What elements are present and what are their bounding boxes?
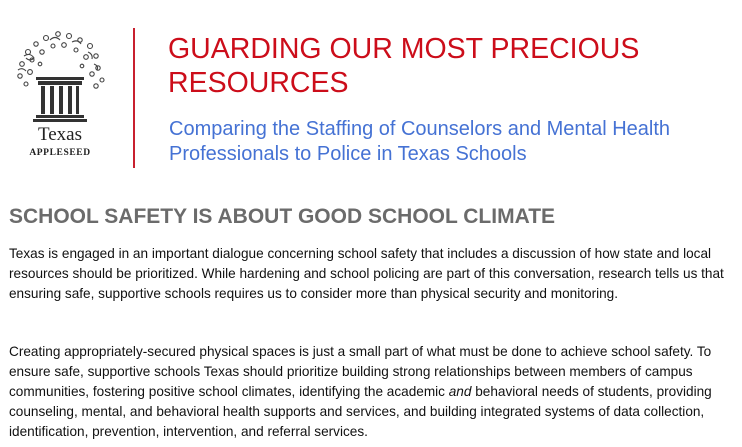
tree-column-icon [6, 26, 114, 126]
page-title: GUARDING OUR MOST PRECIOUS RESOURCES [168, 33, 640, 99]
header-divider [133, 28, 135, 168]
paragraph-2-part-1: Creating appropriately-secured physical spaces is just a small part of what must be done to achieve school safety. To ensure safe, supportive schools Texas should prioritize building strong relationships between members of campus communities, fostering positive school climates, identifying the academic [9, 344, 712, 399]
logo-texas-text: Texas [37, 124, 83, 145]
section-heading: SCHOOL SAFETY IS ABOUT GOOD SCHOOL CLIMATE [9, 205, 556, 228]
paragraph-2-emphasis: and [448, 384, 472, 399]
paragraph-2-part-2: behavioral needs of students, providing counseling, mental, and behavioral health supports and services, and building integrated systems of data collection, identification, prevention, intervention, and referral services. [9, 384, 712, 439]
logo-appleseed-text: APPLESEED [29, 148, 91, 158]
paragraph-2 [9, 342, 737, 442]
page-subtitle: Comparing the Staffing of Counselors and Mental Health Professionals to Police in Texas Schools [169, 118, 671, 165]
paragraph-1: Texas is engaged in an important dialogue concerning school safety that includes a discussion of how state and local resources should be prioritized. While hardening and school policing are part of this conversation, research tells us that ensuring safe, supportive schools requires us to consider more than physical security and monitoring. [9, 246, 724, 301]
texas-appleseed-logo [6, 26, 114, 176]
